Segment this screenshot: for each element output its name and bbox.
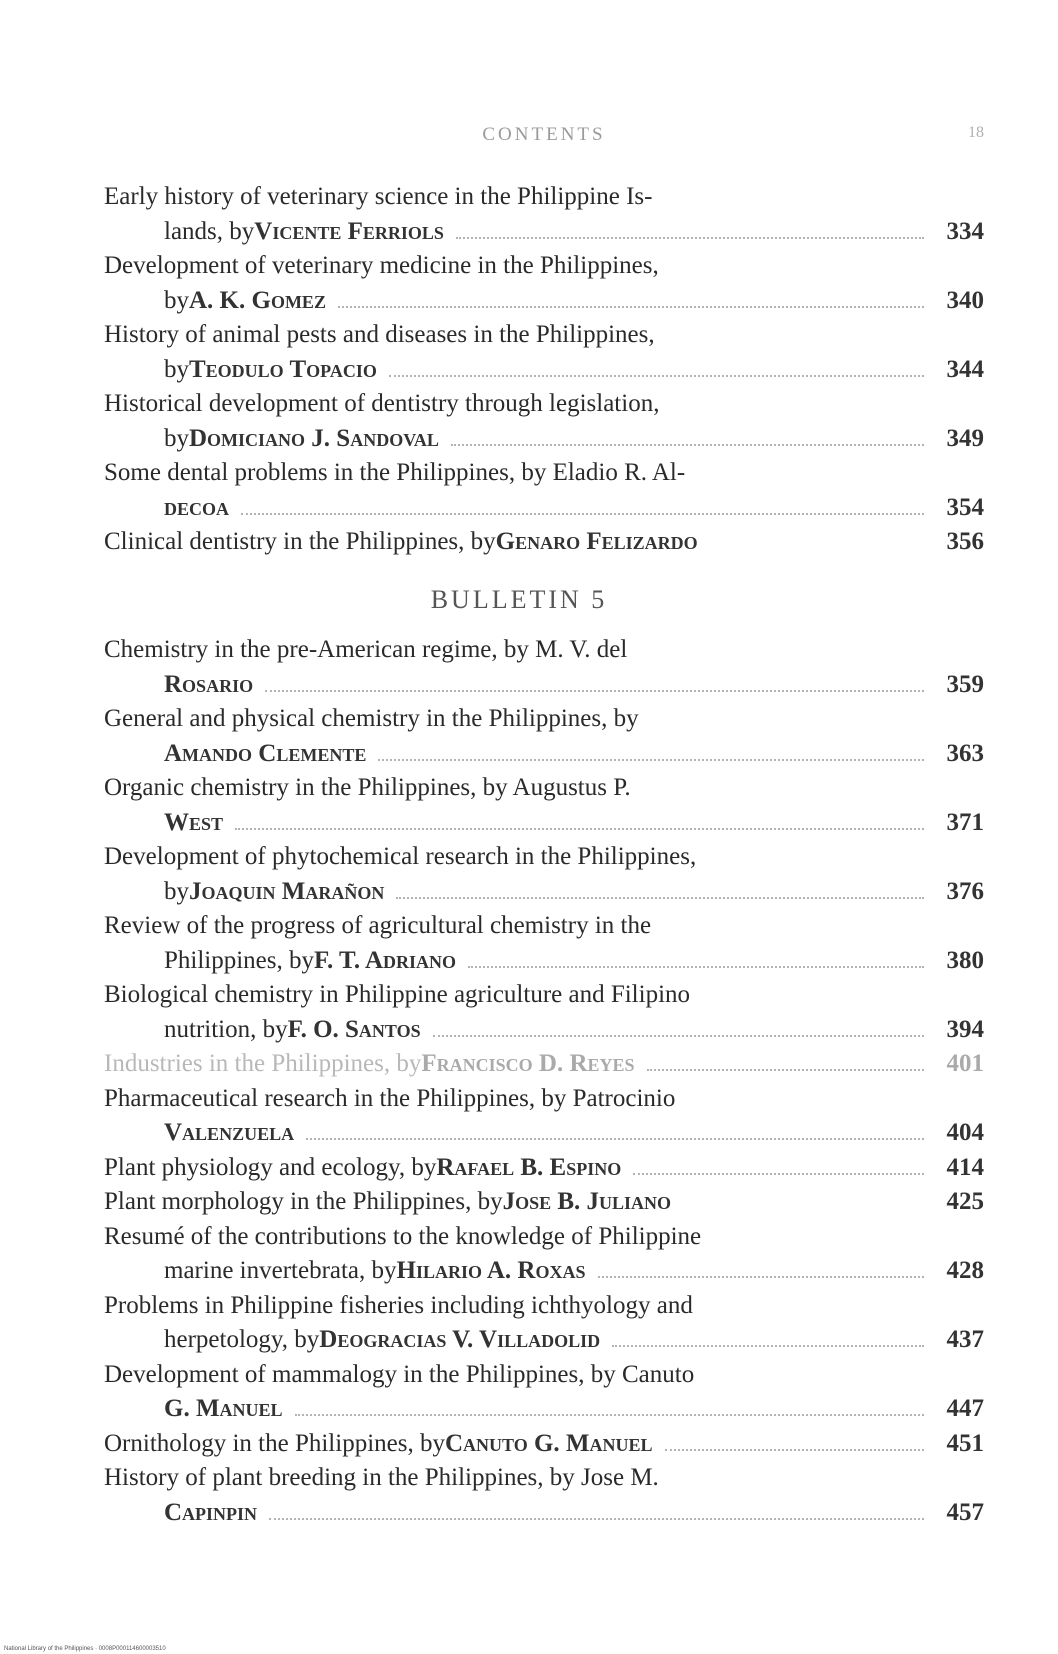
entry-page: 344 <box>946 355 984 383</box>
entry-title: Plant physiology and ecology, by <box>104 1153 437 1181</box>
entry-title-cont: lands, by <box>164 217 255 245</box>
toc-entry[interactable] <box>104 525 984 560</box>
dot-leader <box>598 1276 925 1278</box>
toc-section-bulletin-5 <box>104 633 984 1530</box>
entry-title: Pharmaceutical research in the Philippines, by Patrocinio <box>104 1084 676 1112</box>
entry-author: Valenzuela <box>164 1119 295 1146</box>
entry-page: 447 <box>946 1395 984 1422</box>
dot-leader <box>456 237 924 239</box>
toc-entry[interactable] <box>104 318 984 387</box>
entry-page: 425 <box>946 1188 984 1215</box>
entry-title-cont: Philippines, by <box>164 946 315 974</box>
toc-entry[interactable] <box>104 1220 984 1289</box>
entry-author: Joaquin Marañon <box>189 877 385 905</box>
entry-title: Plant morphology in the Philippines, by <box>104 1188 503 1215</box>
entry-title-cont: by <box>164 355 189 383</box>
entry-author: decoa <box>164 493 230 521</box>
toc-entry[interactable] <box>104 387 984 456</box>
entry-author: Rafael B. Espino <box>436 1153 622 1181</box>
running-title: CONTENTS <box>482 124 606 145</box>
entry-title: History of plant breeding in the Philippines, by Jose M. <box>104 1464 659 1491</box>
entry-author: Genaro Felizardo <box>495 528 698 555</box>
dot-leader <box>451 444 924 446</box>
toc-section-veterinary-dentistry <box>104 180 984 560</box>
entry-title: Resumé of the contributions to the knowledge of Philippine <box>104 1222 702 1250</box>
entry-author: Teodulo Topacio <box>189 355 377 383</box>
entry-author: West <box>164 808 224 836</box>
entry-title: Early history of veterinary science in the Philippine Is- <box>104 183 653 210</box>
entry-page: 340 <box>946 286 984 314</box>
toc-entry[interactable] <box>104 771 984 840</box>
entry-title: Biological chemistry in Philippine agriculture and Filipino <box>104 981 691 1008</box>
toc-entry[interactable] <box>104 1082 984 1151</box>
entry-title-cont: by <box>164 877 189 905</box>
entry-title: Historical development of dentistry through legislation, <box>104 390 660 417</box>
entry-author: A. K. Gomez <box>189 286 326 314</box>
entry-page: 349 <box>946 424 984 452</box>
entry-title-cont: herpetology, by <box>164 1326 320 1353</box>
entry-page: 334 <box>946 217 984 245</box>
entry-author: Domiciano J. Sandoval <box>189 424 439 452</box>
toc-entry[interactable] <box>104 1427 984 1462</box>
entry-title: General and physical chemistry in the Philippines, by <box>104 705 639 732</box>
entry-page: 354 <box>946 493 984 521</box>
toc-entry[interactable] <box>104 702 984 771</box>
toc-entry[interactable] <box>104 456 984 525</box>
entry-title: Some dental problems in the Philippines, by Eladio R. Al- <box>104 459 686 486</box>
entry-author: Canuto G. Manuel <box>444 1429 653 1457</box>
dot-leader <box>338 306 924 308</box>
entry-title: Development of phytochemical research in the Philippines, <box>104 843 697 870</box>
dot-leader <box>633 1173 924 1175</box>
entry-author: Francisco D. Reyes <box>421 1050 635 1077</box>
entry-title: Organic chemistry in the Philippines, by Augustus P. <box>104 774 631 801</box>
dot-leader <box>468 966 924 968</box>
entry-title: History of animal pests and diseases in the Philippines, <box>104 321 655 348</box>
toc-entry[interactable] <box>104 1289 984 1358</box>
toc-entry[interactable] <box>104 1185 984 1220</box>
entry-title: Ornithology in the Philippines, by <box>104 1429 445 1457</box>
entry-title: Review of the progress of agricultural chemistry in the <box>104 912 652 939</box>
dot-leader <box>665 1449 924 1451</box>
entry-author: Jose B. Juliano <box>502 1188 672 1215</box>
entry-page: 356 <box>946 528 984 555</box>
dot-leader <box>389 375 924 377</box>
running-head <box>104 124 984 154</box>
page-number: 18 <box>968 124 984 141</box>
entry-page: 371 <box>946 808 984 836</box>
entry-page: 451 <box>946 1429 984 1457</box>
entry-author: Capinpin <box>164 1498 258 1526</box>
entry-page: 359 <box>946 670 984 698</box>
scan-footer: National Library of the Philippines · 0008P000114600003510 <box>4 1646 166 1652</box>
entry-author: F. T. Adriano <box>314 946 457 974</box>
toc-entry[interactable] <box>104 978 984 1047</box>
toc-entry[interactable] <box>104 1151 984 1186</box>
entry-author: Rosario <box>164 670 254 698</box>
toc-entry[interactable] <box>104 1461 984 1530</box>
dot-leader <box>396 897 924 899</box>
toc-entry[interactable] <box>104 249 984 318</box>
entry-title-cont: by <box>164 286 189 314</box>
dot-leader <box>265 690 924 692</box>
entry-title: Problems in Philippine fisheries including ichthyology and <box>104 1291 693 1319</box>
dot-leader <box>295 1414 924 1416</box>
toc-entry[interactable] <box>104 1358 984 1427</box>
dot-leader <box>269 1518 924 1520</box>
entry-page: 394 <box>946 1015 984 1043</box>
dot-leader <box>378 759 924 761</box>
entry-page: 401 <box>946 1050 984 1077</box>
entry-page: 363 <box>946 739 984 767</box>
entry-page: 437 <box>946 1326 984 1353</box>
entry-author: Hilario A. Roxas <box>396 1257 586 1284</box>
toc-entry-faded[interactable] <box>104 1047 984 1082</box>
entry-author: Deogracias V. Villadolid <box>319 1326 601 1353</box>
entry-page: 428 <box>946 1257 984 1284</box>
entry-author: Amando Clemente <box>164 739 367 767</box>
entry-title-cont: marine invertebrata, by <box>164 1257 397 1284</box>
dot-leader <box>612 1345 924 1347</box>
toc-entry[interactable] <box>104 180 984 249</box>
toc-entry[interactable] <box>104 909 984 978</box>
dot-leader <box>306 1138 924 1140</box>
entry-title: Clinical dentistry in the Philippines, by <box>104 528 496 555</box>
entry-page: 404 <box>946 1119 984 1146</box>
dot-leader <box>647 1069 924 1071</box>
entry-title: Chemistry in the pre-American regime, by M. V. del <box>104 636 628 663</box>
dot-leader <box>241 513 924 515</box>
dot-leader <box>235 828 924 830</box>
entry-page: 376 <box>946 877 984 905</box>
entry-title: Development of mammalogy in the Philippines, by Canuto <box>104 1360 695 1388</box>
entry-page: 457 <box>946 1498 984 1526</box>
toc-entry[interactable] <box>104 633 984 702</box>
entry-author: G. Manuel <box>164 1395 283 1422</box>
entry-title: Industries in the Philippines, by <box>104 1050 422 1077</box>
entry-author: F. O. Santos <box>287 1015 421 1043</box>
entry-page: 414 <box>946 1153 984 1181</box>
entry-title: Development of veterinary medicine in the Philippines, <box>104 252 659 279</box>
bulletin-heading: BULLETIN 5 <box>430 585 608 614</box>
dot-leader <box>433 1035 924 1037</box>
entry-author: Vicente Ferriols <box>254 217 444 245</box>
entry-title-cont: by <box>164 424 189 452</box>
entry-title-cont: nutrition, by <box>164 1015 288 1043</box>
entry-page: 380 <box>946 946 984 974</box>
toc-entry[interactable] <box>104 840 984 909</box>
